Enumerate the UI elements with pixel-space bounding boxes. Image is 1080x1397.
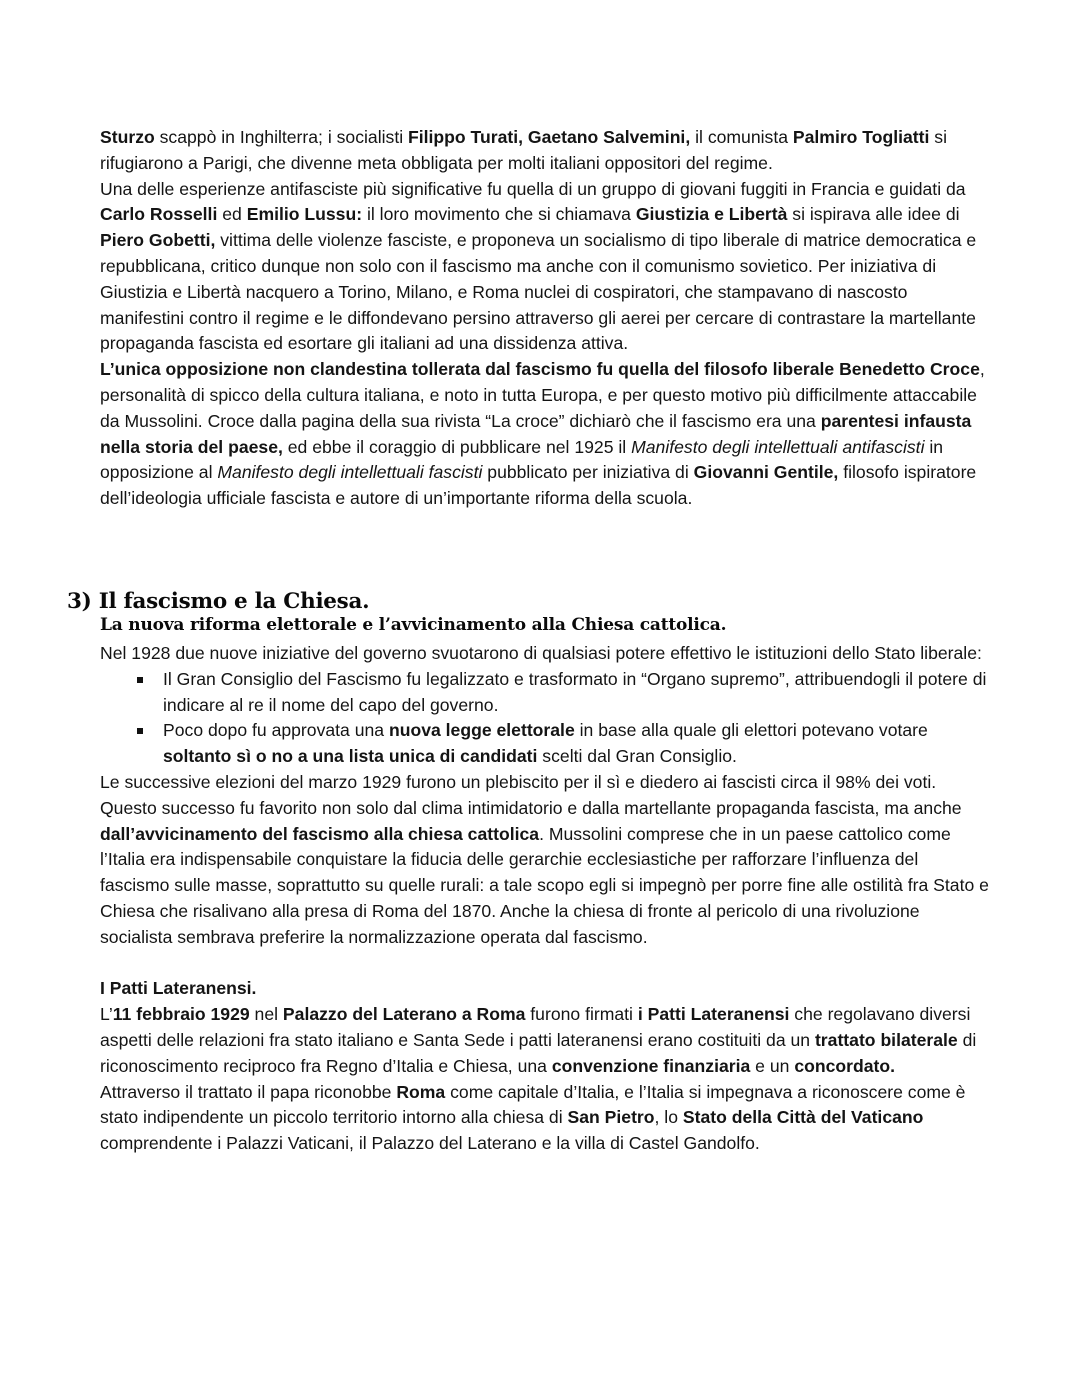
paragraph-elections: Le successive elezioni del marzo 1929 furono un plebiscito per il sì e diedero ai fascisti circa il 98% dei voti. [100, 771, 937, 792]
paragraph-success [100, 796, 990, 951]
text-span: Attraverso il trattato il papa riconobbe [100, 1081, 397, 1102]
text-span: Il Gran Consiglio del Fascismo fu legalizzato e trasformato in “Organo supremo”, attribuendogli il potere di indicare al re il nome del capo del governo. [163, 668, 987, 715]
bold-phrase: nuova legge elettorale [388, 720, 575, 741]
list-item [100, 718, 990, 770]
text-span: ed ebbe il coraggio di pubblicare nel 1925 il [282, 436, 632, 457]
text-span: in opposizione al [100, 436, 944, 483]
bold-phrase: Palazzo del Laterano a Roma [282, 1004, 526, 1025]
bold-phrase: dall’avvicinamento del fascismo alla chiesa cattolica [100, 823, 540, 844]
text-span: in base alla quale gli elettori potevano votare [574, 720, 928, 741]
italic-title: Manifesto degli intellettuali fascisti [217, 462, 483, 483]
text-span: nel [249, 1004, 283, 1025]
text-span: . Mussolini comprese che in un paese cattolico come l’Italia era indispensabile conquistare la fiducia delle gerarchie ecclesiastiche per rafforzare l’influenza del fascismo sulle masse, soprattutto su quelle rurali: a tale scopo egli si impegnò per porre fine alle ostilità fra Stato e Chiesa che risalivano alla presa di Roma del 1870. Anche la chiesa di fronte al pericolo di una rivoluzione socialista sembrava preferire la normalizzazione operata dal fascismo. [100, 823, 989, 947]
bold-phrase: i Patti Lateranensi [637, 1004, 790, 1025]
bold-name: Emilio Lussu: [246, 204, 363, 225]
patti-heading [100, 976, 990, 1002]
text-span: si ispirava alle idee di [787, 204, 960, 225]
bold-name: Carlo Rosselli [100, 204, 218, 225]
section-heading: 3) Il fascismo e la Chiesa. [67, 589, 370, 614]
square-bullet-icon [137, 677, 143, 683]
bold-name: Piero Gobetti, [100, 230, 216, 251]
text-span: , lo [654, 1107, 683, 1128]
text-span: il comunista [690, 127, 793, 147]
bold-name: Palmiro Togliatti [792, 127, 930, 147]
bold-name: Roma [396, 1081, 446, 1102]
paragraph-croce [100, 357, 990, 512]
text-span: Questo successo fu favorito non solo dal clima intimidatorio e dalla martellante propaganda fascista, ma anche [100, 797, 962, 818]
text-span: L’ [100, 1004, 113, 1025]
bold-phrase: concordato. [794, 1055, 895, 1076]
section-body [100, 641, 990, 1157]
text-span: comprendente i Palazzi Vaticani, il Palazzo del Laterano e la villa di Castel Gandolfo. [100, 1133, 760, 1154]
paragraph-trattato [100, 1080, 990, 1157]
text-span: vittima delle violenze fasciste, e proponeva un socialismo di tipo liberale di matrice democratica e repubblicana, critico dunque non solo con il fascismo ma anche con il comunismo sovietico. Per iniziativa di Giustizia e Libertà nacquero a Torino, Milano, e Roma nuclei di cospiratori, che stampavano di nascosto manifestini contro il regime e le diffondevano persino attraverso gli aerei per cercare di contrastare la martellante propaganda fascista ed esortare gli italiani ad una dissidenza attiva. [100, 230, 977, 354]
bold-name: San Pietro [567, 1107, 655, 1128]
section-subheading: La nuova riforma elettorale e l’avvicinamento alla Chiesa cattolica. [100, 615, 727, 635]
text-span: Una delle esperienze antifasciste più significative fu quella di un gruppo di giovani fuggiti in Francia e guidati da [100, 178, 966, 199]
bold-phrase: parentesi infausta nella storia del paese, [100, 410, 972, 457]
text-span: Poco dopo fu approvata una [163, 720, 389, 741]
text-span: filosofo ispiratore dell’ideologia ufficiale fascista e autore di un’importante riforma della scuola. [100, 462, 977, 509]
text-span: scelti dal Gran Consiglio. [537, 746, 737, 767]
paragraph-giustizia-liberta [100, 177, 990, 358]
bold-date: 11 febbraio 1929 [112, 1004, 250, 1025]
paragraph-intro: Nel 1928 due nuove iniziative del governo svuotarono di qualsiasi potere effettivo le istituzioni dello Stato liberale: [100, 643, 982, 663]
text-span: , personalità di spicco della cultura italiana, e noto in tutta Europa, e per questo motivo più difficilmente attaccabile da Mussolini. Croce dalla pagina della sua rivista “La croce” dichiarò che il fascismo era una [100, 359, 985, 431]
bold-heading: I Patti Lateranensi. [100, 978, 257, 999]
bold-name: Giovanni Gentile, [693, 462, 839, 483]
bold-phrase: convenzione finanziaria [551, 1055, 751, 1076]
bold-phrase: trattato bilaterale [814, 1029, 958, 1050]
bold-phrase: Stato della Città del Vaticano [682, 1107, 924, 1128]
text-span: ed [217, 204, 247, 225]
square-bullet-icon [137, 728, 143, 734]
list-item [100, 667, 990, 719]
bold-name: Giustizia e Libertà [635, 204, 788, 225]
bold-name: Sturzo [100, 127, 155, 147]
text-span: come capitale d’Italia, e l’Italia si impegnava a riconoscere come è stato indipendente un piccolo territorio intorno alla chiesa di [100, 1081, 966, 1128]
paragraph-patti [100, 1002, 990, 1079]
bold-name: Filippo Turati, Gaetano Salvemini, [408, 127, 691, 147]
text-span: e un [750, 1055, 795, 1076]
text-span: che regolavano diversi aspetti delle relazioni fra stato italiano e Santa Sede i patti lateranensi erano costituiti da un [100, 1004, 971, 1050]
text-span: pubblicato per iniziativa di [482, 462, 694, 483]
paragraph-exiles [100, 125, 990, 177]
text-span: di riconoscimento reciproco fra Regno d’Italia e Chiesa, una [100, 1029, 977, 1076]
blank-line [100, 951, 990, 977]
text-span: si rifugiarono a Parigi, che divenne meta obbligata per molti italiani oppositori del regime. [100, 127, 948, 173]
text-span: scappò in Inghilterra; i socialisti [154, 127, 409, 147]
italic-title: Manifesto degli intellettuali antifascisti [631, 436, 925, 457]
text-span: furono firmati [525, 1004, 638, 1025]
bullet-list [100, 667, 990, 770]
bold-phrase: soltanto sì o no a una lista unica di candidati [163, 746, 538, 767]
bold-phrase: L’unica opposizione non clandestina tollerata dal fascismo fu quella del filosofo liberale Benedetto Croce [100, 359, 980, 380]
text-span: il loro movimento che si chiamava [362, 204, 636, 225]
antifascism-block [100, 125, 990, 512]
